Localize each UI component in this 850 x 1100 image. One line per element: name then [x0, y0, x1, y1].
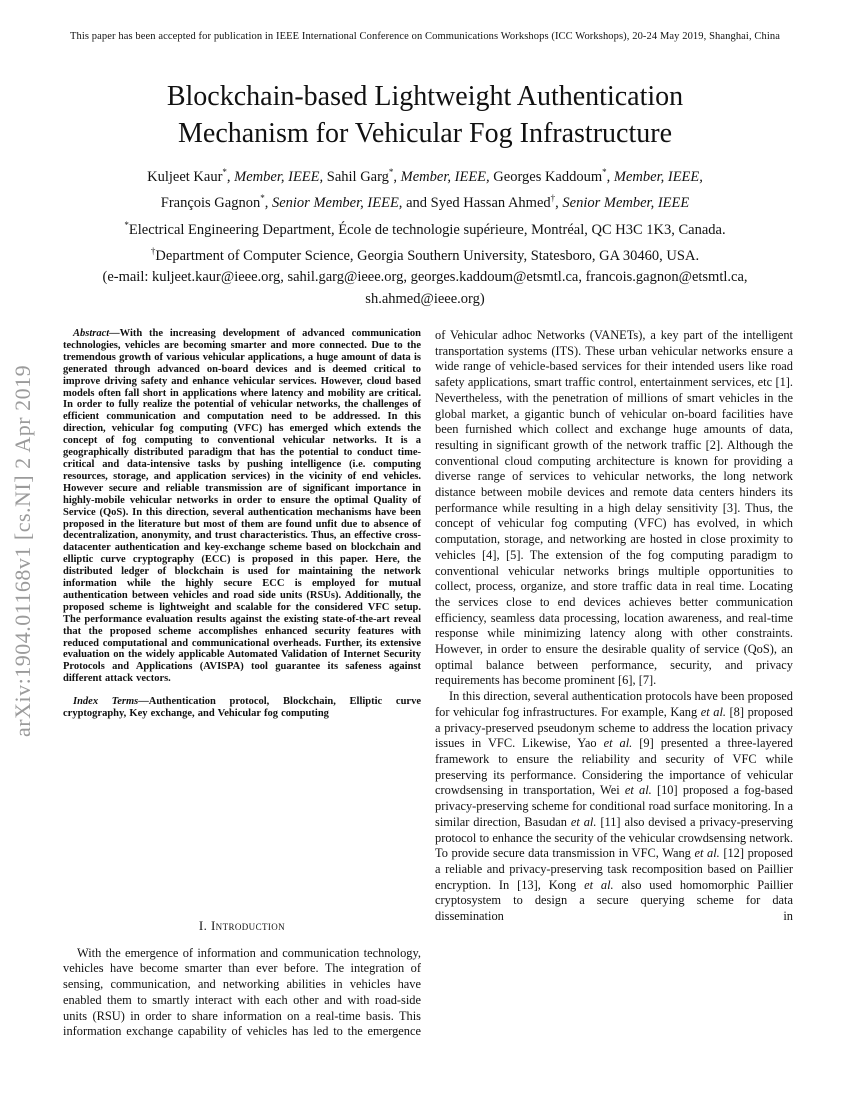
acceptance-note: This paper has been accepted for publication in IEEE International Conference on Communications Workshops (ICC Workshops), 20-24 May 2019, Shanghai, China — [70, 31, 780, 42]
affiliation-line-1: *Electrical Engineering Department, École de technologie supérieure, Montréal, QC H3C 1K3, Canada. — [124, 219, 726, 238]
paper-title — [0, 78, 850, 152]
two-column-body — [63, 328, 793, 1040]
affiliation-line-2: †Department of Computer Science, Georgia Southern University, Statesboro, GA 30460, USA. — [150, 245, 700, 264]
introduction-paragraph-1: With the emergence of information and communication technology, vehicles have become smarter than ever before. The integration of sensing, communication, and networking abilities in vehicles have enabled them to smartly interact with each other and with road-side units (RSU) in order to share information on a real-time basis. This information exchange capability of vehicles has led to the emergence — [63, 945, 421, 1039]
author-block — [65, 162, 785, 310]
index-terms-paragraph: Index Terms—Authentication protocol, Blockchain, Elliptic curve cryptography, Key exchange, and Vehicular fog computing — [63, 696, 421, 720]
paper-title-line2: Mechanism for Vehicular Fog Infrastructure — [178, 118, 672, 149]
arxiv-watermark: arXiv:1904.01168v1 [cs.NI] 2 Apr 2019 — [10, 364, 35, 738]
author-line-1: Kuljeet Kaur*, Member, IEEE, Sahil Garg*, Member, IEEE, Georges Kaddoum*, Member, IEEE, — [147, 167, 703, 185]
abstract-paragraph: Abstract—With the increasing development of advanced communication technologies, vehicles are becoming smarter and more connected. Due to the tremendous growth of various vehicular applications, a huge amount of data is generated through advanced on-board devices and is deemed critical to improve driving safety and enhance vehicular services. However, cloud based models often fall short in applications where latency and mobility are critical. In order to fully realize the potential of vehicular networks, the challenges of efficient communication and computation need to be addressed. In this direction, vehicular fog computing (VFC) has emerged which extends the concept of fog computing to conventional vehicular networks. It is a geographically distributed paradigm that has the potential to conduct time-critical and data-intensive tasks by pushing intelligence (i.e. computing resources, storage, and application services) in the vicinity of end vehicles. However secure and reliable transmission are of significant importance in highly-mobile vehicular networks in order to ensure the optimal Quality of Service (QoS). In this direction, several authentication mechanisms have been proposed in the literature but most of them are found unfit due to absence of decentralization, anonymity, and trust characteristics. Thus, an effective cross-datacenter authentication and key-exchange scheme based on blockchain and elliptic curve cryptography (ECC) is proposed in this paper. Here, the distributed ledger of blockchain is used for maintaining the network information while the highly secure ECC is employed for mutual authentication between vehicles and road side units (RSUs). Additionally, the proposed scheme is lightweight and scalable for the considered VFC setup. The performance evaluation results against the existing state-of-the-art reveal that the proposed scheme accomplishes enhanced security features with reduced computational and communicational overheads. Further, its extensive evaluation on the widely applicable Automated Validation of Internet Security Protocols and Applications (AVISPA) tool guarantee its safeness against different attack vectors. — [63, 328, 421, 685]
section-heading-introduction: I. Introduction — [198, 917, 286, 933]
introduction-paragraph-1-continued: of Vehicular adhoc Networks (VANETs), a key part of the intelligent transportation systems (ITS). These urban vehicular networks ensure a wide range of vehicle-based services for their intended users like road safety applications, smart traffic control, entertainment services, etc [1]. Nevertheless, with the penetration of millions of smart vehicles in the global market, a gigantic bunch of vehicular on-board facilities have been furnished which collect and exchange huge amounts of data, resulting in significant growth of the network traffic [2]. Although the conventional cloud computing architecture is known for providing a diverse range of services to vehicular networks, the long network distance between mobile devices and remote data centers hinders its performance while resulting in a high delay sensitivity [3]. Thus, the concept of vehicular fog computing (VFC) has evolved, in which computation, storage, and networking are hosted in close proximity to vehicles [4], [5]. The extension of the fog computing paradigm to conventional vehicular networks brings multiple opportunities to collect, process, organize, and store traffic data in real time. Locating the services close to end devices achieves better communication efficiency, seamless data processing, location awareness, and real-time response while minimizing latency along with other constraints. However, in order to ensure the desirable quality of service (QoS), an optimal balance between performance, security, and privacy requirements has become prominent [6], [7]. — [435, 328, 793, 688]
introduction-paragraph-2: In this direction, several authentication protocols have been proposed for vehicular fog infrastructures. For example, Kang et al. [8] proposed a privacy-preserved pseudonym scheme to address the location privacy issues in VFC. Likewise, Yao et al. [9] presented a three-layered framework to ensure the reliability and security of VFC while preserving its performance. Considering the importance of vehicular crowdsensing in transportation, Wei et al. [10] proposed a fog-based privacy-preserving scheme for conditional road surface monitoring. In a similar direction, Basudan et al. [11] also devised a privacy-preserving protocol to enhance the security of the vehicular crowdsensing network. To provide secure data transmission in VFC, Wang et al. [12] proposed a reliable and privacy-preserving task recomposition based on Paillier encryption. In [13], Kong et al. also used homomorphic Paillier cryptosystem to design a secure querying scheme for data dissemination in — [435, 689, 794, 924]
author-line-2: François Gagnon*, Senior Member, IEEE, and Syed Hassan Ahmed†, Senior Member, IEEE — [160, 193, 690, 212]
paper-title-line1: Blockchain-based Lightweight Authentication — [166, 81, 684, 112]
email-line: (e-mail: kuljeet.kaur@ieee.org, sahil.garg@ieee.org, georges.kaddoum@etsmtl.ca, francois.gagnon@etsmtl.ca, sh.ahmed@ieee.org) — [102, 269, 748, 307]
left-column — [63, 328, 421, 1040]
column-spacer — [63, 720, 421, 918]
right-column — [435, 328, 793, 1040]
